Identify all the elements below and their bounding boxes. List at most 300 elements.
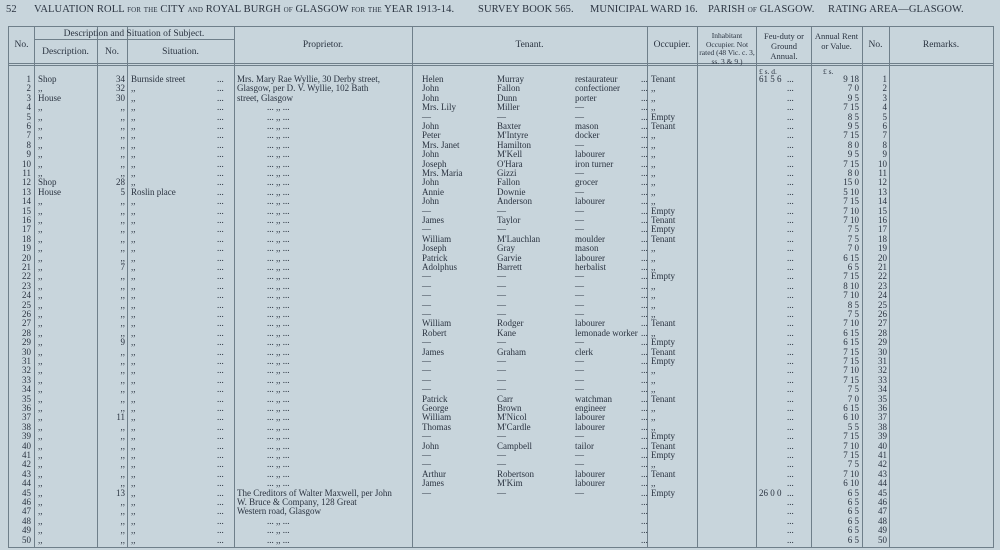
row-feu-dots: ... bbox=[787, 233, 794, 244]
row-description: ,, bbox=[38, 525, 43, 536]
row-tenant-dots: ... bbox=[641, 506, 648, 517]
row-street-number: ,, bbox=[120, 243, 125, 254]
row-number-right: 19 bbox=[878, 243, 887, 254]
row-tenant-surname: Taylor bbox=[497, 215, 521, 225]
row-tenant-occupation: mason bbox=[575, 121, 599, 131]
row-tenant-first-name: Robert bbox=[422, 327, 447, 338]
row-description: ,, bbox=[38, 215, 43, 225]
row-tenant-dots: ... bbox=[641, 403, 648, 413]
proprietor-ditto: ... ,, ... bbox=[267, 215, 290, 225]
row-street-number: ,, bbox=[120, 431, 125, 442]
proprietor-ditto: ... ,, ... bbox=[267, 337, 290, 348]
row-tenant-surname: — bbox=[497, 205, 506, 216]
row-tenant-dots: ... bbox=[641, 252, 648, 263]
row-tenant-occupation: labourer bbox=[575, 412, 605, 423]
row-tenant-occupation: — bbox=[575, 365, 584, 376]
row-number-right: 39 bbox=[878, 431, 887, 442]
row-situation-dots: ... bbox=[217, 74, 224, 84]
row-description: ,, bbox=[38, 290, 43, 301]
row-number: 35 bbox=[22, 393, 31, 404]
row-tenant-surname: Gray bbox=[497, 243, 515, 254]
row-feu-dots: ... bbox=[787, 130, 794, 141]
row-occupier: ,, bbox=[651, 139, 656, 150]
row-number-right: 4 bbox=[882, 102, 887, 113]
row-number: 32 bbox=[22, 365, 31, 376]
proprietor-ditto: ... ,, ... bbox=[267, 440, 290, 451]
row-number: 7 bbox=[26, 130, 31, 141]
row-tenant-occupation: clerk bbox=[575, 346, 593, 357]
row-feu-dots: ... bbox=[787, 431, 794, 442]
valuation-table bbox=[8, 26, 994, 548]
row-number: 18 bbox=[22, 233, 31, 244]
row-annual-rent: 7 15 bbox=[843, 271, 859, 282]
row-situation-dots: ... bbox=[217, 318, 224, 329]
row-occupier: Empty bbox=[651, 337, 675, 348]
row-occupier: ,, bbox=[651, 412, 656, 423]
row-description: ,, bbox=[38, 224, 43, 235]
row-tenant-first-name: Patrick bbox=[422, 393, 448, 404]
row-number-right: 44 bbox=[878, 478, 887, 489]
row-tenant-surname: M'Lauchlan bbox=[497, 233, 541, 244]
proprietor-ditto: ... ,, ... bbox=[267, 224, 290, 235]
row-number: 5 bbox=[26, 111, 31, 122]
row-description: House bbox=[38, 92, 61, 103]
row-tenant-first-name: Arthur bbox=[422, 468, 446, 479]
row-occupier: Tenant bbox=[651, 318, 676, 329]
row-situation: ,, bbox=[131, 412, 136, 423]
row-situation: ,, bbox=[131, 177, 136, 188]
row-annual-rent: 6 10 bbox=[843, 412, 859, 423]
row-situation-dots: ... bbox=[217, 158, 224, 169]
row-tenant-dots: ... bbox=[641, 130, 648, 141]
row-number: 14 bbox=[22, 196, 31, 207]
row-situation-dots: ... bbox=[217, 271, 224, 282]
row-annual-rent: 9 18 bbox=[843, 74, 859, 84]
row-feu-dots: ... bbox=[787, 149, 794, 160]
row-occupier: ,, bbox=[651, 252, 656, 263]
row-situation: ,, bbox=[131, 299, 136, 310]
row-street-number: 11 bbox=[116, 412, 125, 423]
row-feu-dots: ... bbox=[787, 506, 794, 517]
row-street-number: 7 bbox=[120, 262, 125, 272]
row-tenant-first-name: Joseph bbox=[422, 243, 447, 254]
row-tenant-dots: ... bbox=[641, 450, 648, 460]
row-street-number: ,, bbox=[120, 121, 125, 131]
proprietor-ditto: ... ,, ... bbox=[267, 121, 290, 131]
row-tenant-surname: Downie bbox=[497, 186, 526, 197]
row-number-right: 31 bbox=[878, 356, 887, 366]
proprietor-ditto: ... ,, ... bbox=[267, 318, 290, 329]
row-situation: ,, bbox=[131, 478, 136, 489]
row-situation-dots: ... bbox=[217, 478, 224, 489]
row-situation: ,, bbox=[131, 506, 136, 517]
row-tenant-occupation: — bbox=[575, 450, 584, 460]
proprietor-ditto: ... ,, ... bbox=[267, 139, 290, 150]
row-tenant-first-name: James bbox=[422, 478, 444, 489]
row-feu-dots: ... bbox=[787, 374, 794, 385]
row-number-right: 33 bbox=[878, 374, 887, 385]
row-number: 9 bbox=[26, 149, 31, 160]
row-street-number: ,, bbox=[120, 196, 125, 207]
row-occupier: ,, bbox=[651, 177, 656, 188]
row-tenant-occupation: — bbox=[575, 299, 584, 310]
row-situation-dots: ... bbox=[217, 83, 224, 94]
row-situation: ,, bbox=[131, 365, 136, 376]
row-description: ,, bbox=[38, 459, 43, 470]
row-street-number: ,, bbox=[120, 205, 125, 216]
row-number: 43 bbox=[22, 468, 31, 479]
row-annual-rent: 7 15 bbox=[843, 158, 859, 169]
row-number-right: 6 bbox=[882, 121, 887, 131]
row-occupier: Empty bbox=[651, 224, 675, 235]
row-number-right: 3 bbox=[882, 92, 887, 103]
row-situation-dots: ... bbox=[217, 233, 224, 244]
row-number-right: 38 bbox=[878, 421, 887, 432]
row-tenant-dots: ... bbox=[641, 215, 648, 225]
row-tenant-dots: ... bbox=[641, 102, 648, 113]
row-tenant-first-name: Mrs. Janet bbox=[422, 139, 460, 150]
row-tenant-first-name: John bbox=[422, 149, 440, 160]
row-tenant-first-name: William bbox=[422, 233, 452, 244]
row-feu-dots: ... bbox=[787, 525, 794, 536]
row-number-right: 34 bbox=[878, 384, 887, 395]
row-tenant-occupation: — bbox=[575, 111, 584, 122]
row-tenant-occupation: labourer bbox=[575, 196, 605, 207]
row-tenant-surname: M'Kell bbox=[497, 149, 523, 160]
row-number: 50 bbox=[22, 534, 31, 545]
row-annual-rent: 6 5 bbox=[847, 525, 859, 536]
row-feu-dots: ... bbox=[787, 450, 794, 460]
row-street-number: ,, bbox=[120, 299, 125, 310]
row-feu-dots: ... bbox=[787, 290, 794, 301]
proprietor-ditto: ... ,, ... bbox=[267, 393, 290, 404]
row-tenant-occupation: — bbox=[575, 459, 584, 470]
row-tenant-dots: ... bbox=[641, 346, 648, 357]
row-situation: Roslin place bbox=[131, 186, 176, 197]
row-tenant-surname: Carr bbox=[497, 393, 513, 404]
row-number-right: 47 bbox=[878, 506, 887, 517]
proprietor-ditto: ... ,, ... bbox=[267, 111, 290, 122]
row-number-right: 50 bbox=[878, 534, 887, 545]
row-annual-rent: 7 15 bbox=[843, 431, 859, 442]
row-occupier: ,, bbox=[651, 478, 656, 489]
proprietor-ditto: ... ,, ... bbox=[267, 158, 290, 169]
row-situation: ,, bbox=[131, 384, 136, 395]
row-description: ,, bbox=[38, 346, 43, 357]
row-occupier: ,, bbox=[651, 149, 656, 160]
row-tenant-surname: — bbox=[497, 309, 506, 319]
row-feu-dots: ... bbox=[787, 440, 794, 451]
row-number-right: 18 bbox=[878, 233, 887, 244]
proprietor-ditto: ... ,, ... bbox=[267, 280, 290, 291]
row-situation-dots: ... bbox=[217, 299, 224, 310]
row-annual-rent: 6 15 bbox=[843, 403, 859, 413]
row-situation: ,, bbox=[131, 83, 136, 94]
row-tenant-first-name: Mrs. Maria bbox=[422, 168, 463, 178]
page-number: 52 bbox=[6, 4, 17, 15]
row-tenant-occupation: — bbox=[575, 487, 584, 498]
row-occupier: ,, bbox=[651, 309, 656, 319]
row-situation: ,, bbox=[131, 233, 136, 244]
row-number: 19 bbox=[22, 243, 31, 254]
row-tenant-occupation: — bbox=[575, 186, 584, 197]
row-number: 10 bbox=[22, 158, 31, 169]
row-tenant-surname: Fallon bbox=[497, 177, 521, 188]
row-street-number: 32 bbox=[116, 83, 125, 94]
row-number-right: 21 bbox=[878, 262, 887, 272]
row-number-right: 29 bbox=[878, 337, 887, 348]
row-number-right: 15 bbox=[878, 205, 887, 216]
row-tenant-occupation: — bbox=[575, 431, 584, 442]
row-tenant-first-name: Patrick bbox=[422, 252, 448, 263]
row-annual-rent: 7 10 bbox=[843, 290, 859, 301]
row-annual-rent: 6 5 bbox=[847, 534, 859, 545]
proprietor-line: Glasgow, per D. V. Wyllie, 102 Bath bbox=[237, 83, 369, 94]
row-situation-dots: ... bbox=[217, 346, 224, 357]
row-occupier: ,, bbox=[651, 327, 656, 338]
row-number: 28 bbox=[22, 327, 31, 338]
row-occupier: ,, bbox=[651, 83, 656, 94]
row-number: 16 bbox=[22, 215, 31, 225]
row-number-right: 2 bbox=[882, 83, 887, 94]
proprietor-line: The Creditors of Walter Maxwell, per John bbox=[237, 487, 392, 498]
row-number: 29 bbox=[22, 337, 31, 348]
row-tenant-first-name: — bbox=[422, 384, 431, 395]
row-occupier: ,, bbox=[651, 168, 656, 178]
row-situation: ,, bbox=[131, 149, 136, 160]
proprietor-ditto: ... ,, ... bbox=[267, 252, 290, 263]
row-number: 1 bbox=[26, 74, 31, 84]
row-number: 8 bbox=[26, 139, 31, 150]
row-tenant-first-name: Helen bbox=[422, 74, 444, 84]
row-number-right: 5 bbox=[882, 111, 887, 122]
row-description: ,, bbox=[38, 262, 43, 272]
row-situation: ,, bbox=[131, 252, 136, 263]
proprietor-ditto: ... ,, ... bbox=[267, 365, 290, 376]
row-tenant-occupation: labourer bbox=[575, 252, 605, 263]
row-tenant-surname: — bbox=[497, 290, 506, 301]
row-tenant-surname: Kane bbox=[497, 327, 516, 338]
row-tenant-dots: ... bbox=[641, 365, 648, 376]
row-occupier: ,, bbox=[651, 290, 656, 301]
row-tenant-occupation: — bbox=[575, 356, 584, 366]
row-occupier: Tenant bbox=[651, 468, 676, 479]
row-feu-dots: ... bbox=[787, 111, 794, 122]
row-situation-dots: ... bbox=[217, 412, 224, 423]
row-situation-dots: ... bbox=[217, 149, 224, 160]
row-situation-dots: ... bbox=[217, 102, 224, 113]
row-tenant-surname: — bbox=[497, 356, 506, 366]
row-tenant-surname: — bbox=[497, 224, 506, 235]
row-tenant-surname: — bbox=[497, 365, 506, 376]
row-number-right: 24 bbox=[878, 290, 887, 301]
row-street-number: ,, bbox=[120, 403, 125, 413]
row-feu-dots: ... bbox=[787, 177, 794, 188]
row-tenant-surname: Garvie bbox=[497, 252, 522, 263]
row-tenant-first-name: William bbox=[422, 412, 452, 423]
row-tenant-surname: M'Kim bbox=[497, 478, 523, 489]
row-description: ,, bbox=[38, 130, 43, 141]
row-tenant-occupation: labourer bbox=[575, 149, 605, 160]
row-tenant-dots: ... bbox=[641, 233, 648, 244]
row-occupier: ,, bbox=[651, 130, 656, 141]
proprietor-ditto: ... ,, ... bbox=[267, 168, 290, 178]
row-tenant-first-name: Peter bbox=[422, 130, 441, 141]
row-number: 3 bbox=[26, 92, 31, 103]
row-situation-dots: ... bbox=[217, 111, 224, 122]
row-tenant-dots: ... bbox=[641, 262, 648, 272]
row-tenant-first-name: John bbox=[422, 121, 440, 131]
row-number-right: 9 bbox=[882, 149, 887, 160]
row-tenant-first-name: John bbox=[422, 92, 440, 103]
row-feu-dots: ... bbox=[787, 299, 794, 310]
row-number-right: 42 bbox=[878, 459, 887, 470]
row-occupier: ,, bbox=[651, 102, 656, 113]
col-header-no2: No. bbox=[868, 40, 883, 50]
row-situation: ,, bbox=[131, 468, 136, 479]
row-tenant-occupation: — bbox=[575, 280, 584, 291]
proprietor-ditto: ... ,, ... bbox=[267, 309, 290, 319]
row-situation-dots: ... bbox=[217, 431, 224, 442]
row-number-right: 30 bbox=[878, 346, 887, 357]
row-number: 17 bbox=[22, 224, 31, 235]
row-situation: ,, bbox=[131, 337, 136, 348]
row-tenant-first-name: — bbox=[422, 374, 431, 385]
row-number-right: 41 bbox=[878, 450, 887, 460]
row-description: ,, bbox=[38, 478, 43, 489]
row-situation-dots: ... bbox=[217, 186, 224, 197]
row-situation: ,, bbox=[131, 403, 136, 413]
row-description: ,, bbox=[38, 497, 43, 507]
row-situation: ,, bbox=[131, 280, 136, 291]
proprietor-ditto: ... ,, ... bbox=[267, 196, 290, 207]
row-occupier: Empty bbox=[651, 111, 675, 122]
row-situation-dots: ... bbox=[217, 139, 224, 150]
row-situation: ,, bbox=[131, 450, 136, 460]
row-number-right: 12 bbox=[878, 177, 887, 188]
row-tenant-dots: ... bbox=[641, 478, 648, 489]
row-occupier: ,, bbox=[651, 365, 656, 376]
row-feu-dots: ... bbox=[787, 205, 794, 216]
proprietor-ditto: ... ,, ... bbox=[267, 412, 290, 423]
row-number: 30 bbox=[22, 346, 31, 357]
row-annual-rent: 7 0 bbox=[847, 83, 859, 94]
row-tenant-dots: ... bbox=[641, 421, 648, 432]
row-feu-dots: ... bbox=[787, 384, 794, 395]
row-feu-dots: ... bbox=[787, 121, 794, 131]
row-tenant-dots: ... bbox=[641, 440, 648, 451]
row-street-number: ,, bbox=[120, 233, 125, 244]
row-tenant-surname: Rodger bbox=[497, 318, 524, 329]
row-number-right: 20 bbox=[878, 252, 887, 263]
row-tenant-dots: ... bbox=[641, 515, 648, 526]
row-tenant-surname: — bbox=[497, 111, 506, 122]
parish: PARISH of GLASGOW. bbox=[708, 4, 815, 15]
col-header-feu: Feu-duty or Ground Annual. bbox=[764, 31, 804, 61]
row-tenant-first-name: — bbox=[422, 487, 431, 498]
col-header-no: No. bbox=[14, 40, 29, 50]
row-description: ,, bbox=[38, 83, 43, 94]
row-description: ,, bbox=[38, 280, 43, 291]
row-number-right: 27 bbox=[878, 318, 887, 329]
col-header-situation: Situation. bbox=[162, 47, 199, 57]
proprietor-ditto: ... ,, ... bbox=[267, 384, 290, 395]
row-feu-dots: ... bbox=[787, 327, 794, 338]
row-tenant-first-name: John bbox=[422, 196, 440, 207]
row-tenant-first-name: John bbox=[422, 177, 440, 188]
row-situation-dots: ... bbox=[217, 177, 224, 188]
row-occupier: Tenant bbox=[651, 233, 676, 244]
row-annual-rent: 7 15 bbox=[843, 450, 859, 460]
row-street-number: ,, bbox=[120, 384, 125, 395]
row-feu-dots: ... bbox=[787, 139, 794, 150]
row-number-right: 11 bbox=[878, 168, 887, 178]
row-occupier: Tenant bbox=[651, 346, 676, 357]
row-situation: ,, bbox=[131, 431, 136, 442]
row-occupier: Empty bbox=[651, 450, 675, 460]
row-situation-dots: ... bbox=[217, 421, 224, 432]
feu-duty-value: 61 5 6 bbox=[759, 74, 782, 84]
row-tenant-dots: ... bbox=[641, 318, 648, 329]
col-header-tenant: Tenant. bbox=[515, 40, 544, 50]
row-tenant-first-name: — bbox=[422, 224, 431, 235]
row-tenant-first-name: — bbox=[422, 111, 431, 122]
row-tenant-dots: ... bbox=[641, 393, 648, 404]
row-annual-rent: 7 5 bbox=[847, 309, 859, 319]
row-street-number: ,, bbox=[120, 168, 125, 178]
row-situation-dots: ... bbox=[217, 487, 224, 498]
row-occupier: Tenant bbox=[651, 440, 676, 451]
proprietor-ditto: ... ,, ... bbox=[267, 421, 290, 432]
row-situation-dots: ... bbox=[217, 356, 224, 366]
row-number-right: 1 bbox=[882, 74, 887, 84]
row-number: 37 bbox=[22, 412, 31, 423]
row-tenant-occupation: iron turner bbox=[575, 158, 614, 169]
row-tenant-dots: ... bbox=[641, 337, 648, 348]
row-feu-dots: ... bbox=[787, 468, 794, 479]
row-tenant-surname: M'Intyre bbox=[497, 130, 529, 141]
row-number: 47 bbox=[22, 506, 31, 517]
proprietor-ditto: ... ,, ... bbox=[267, 431, 290, 442]
row-description: ,, bbox=[38, 196, 43, 207]
row-tenant-dots: ... bbox=[641, 224, 648, 235]
row-street-number: 28 bbox=[116, 177, 125, 188]
proprietor-ditto: ... ,, ... bbox=[267, 346, 290, 357]
row-street-number: ,, bbox=[120, 393, 125, 404]
row-occupier: ,, bbox=[651, 92, 656, 103]
row-annual-rent: 5 5 bbox=[847, 421, 859, 432]
row-number-right: 8 bbox=[882, 139, 887, 150]
row-street-number: ,, bbox=[120, 280, 125, 291]
row-feu-dots: ... bbox=[787, 356, 794, 366]
row-description: ,, bbox=[38, 412, 43, 423]
row-tenant-occupation: grocer bbox=[575, 177, 598, 188]
row-tenant-occupation: mason bbox=[575, 243, 599, 254]
proprietor-ditto: ... ,, ... bbox=[267, 356, 290, 366]
row-tenant-surname: Gizzi bbox=[497, 168, 517, 178]
row-tenant-surname: Fallon bbox=[497, 83, 521, 94]
row-description: ,, bbox=[38, 440, 43, 451]
row-tenant-dots: ... bbox=[641, 384, 648, 395]
row-tenant-dots: ... bbox=[641, 327, 648, 338]
proprietor-ditto: ... ,, ... bbox=[267, 271, 290, 282]
proprietor-ditto: ... ,, ... bbox=[267, 186, 290, 197]
row-tenant-surname: Hamilton bbox=[497, 139, 531, 150]
page-header bbox=[6, 4, 996, 20]
row-situation: ,, bbox=[131, 525, 136, 536]
row-tenant-dots: ... bbox=[641, 525, 648, 536]
row-situation: ,, bbox=[131, 534, 136, 545]
